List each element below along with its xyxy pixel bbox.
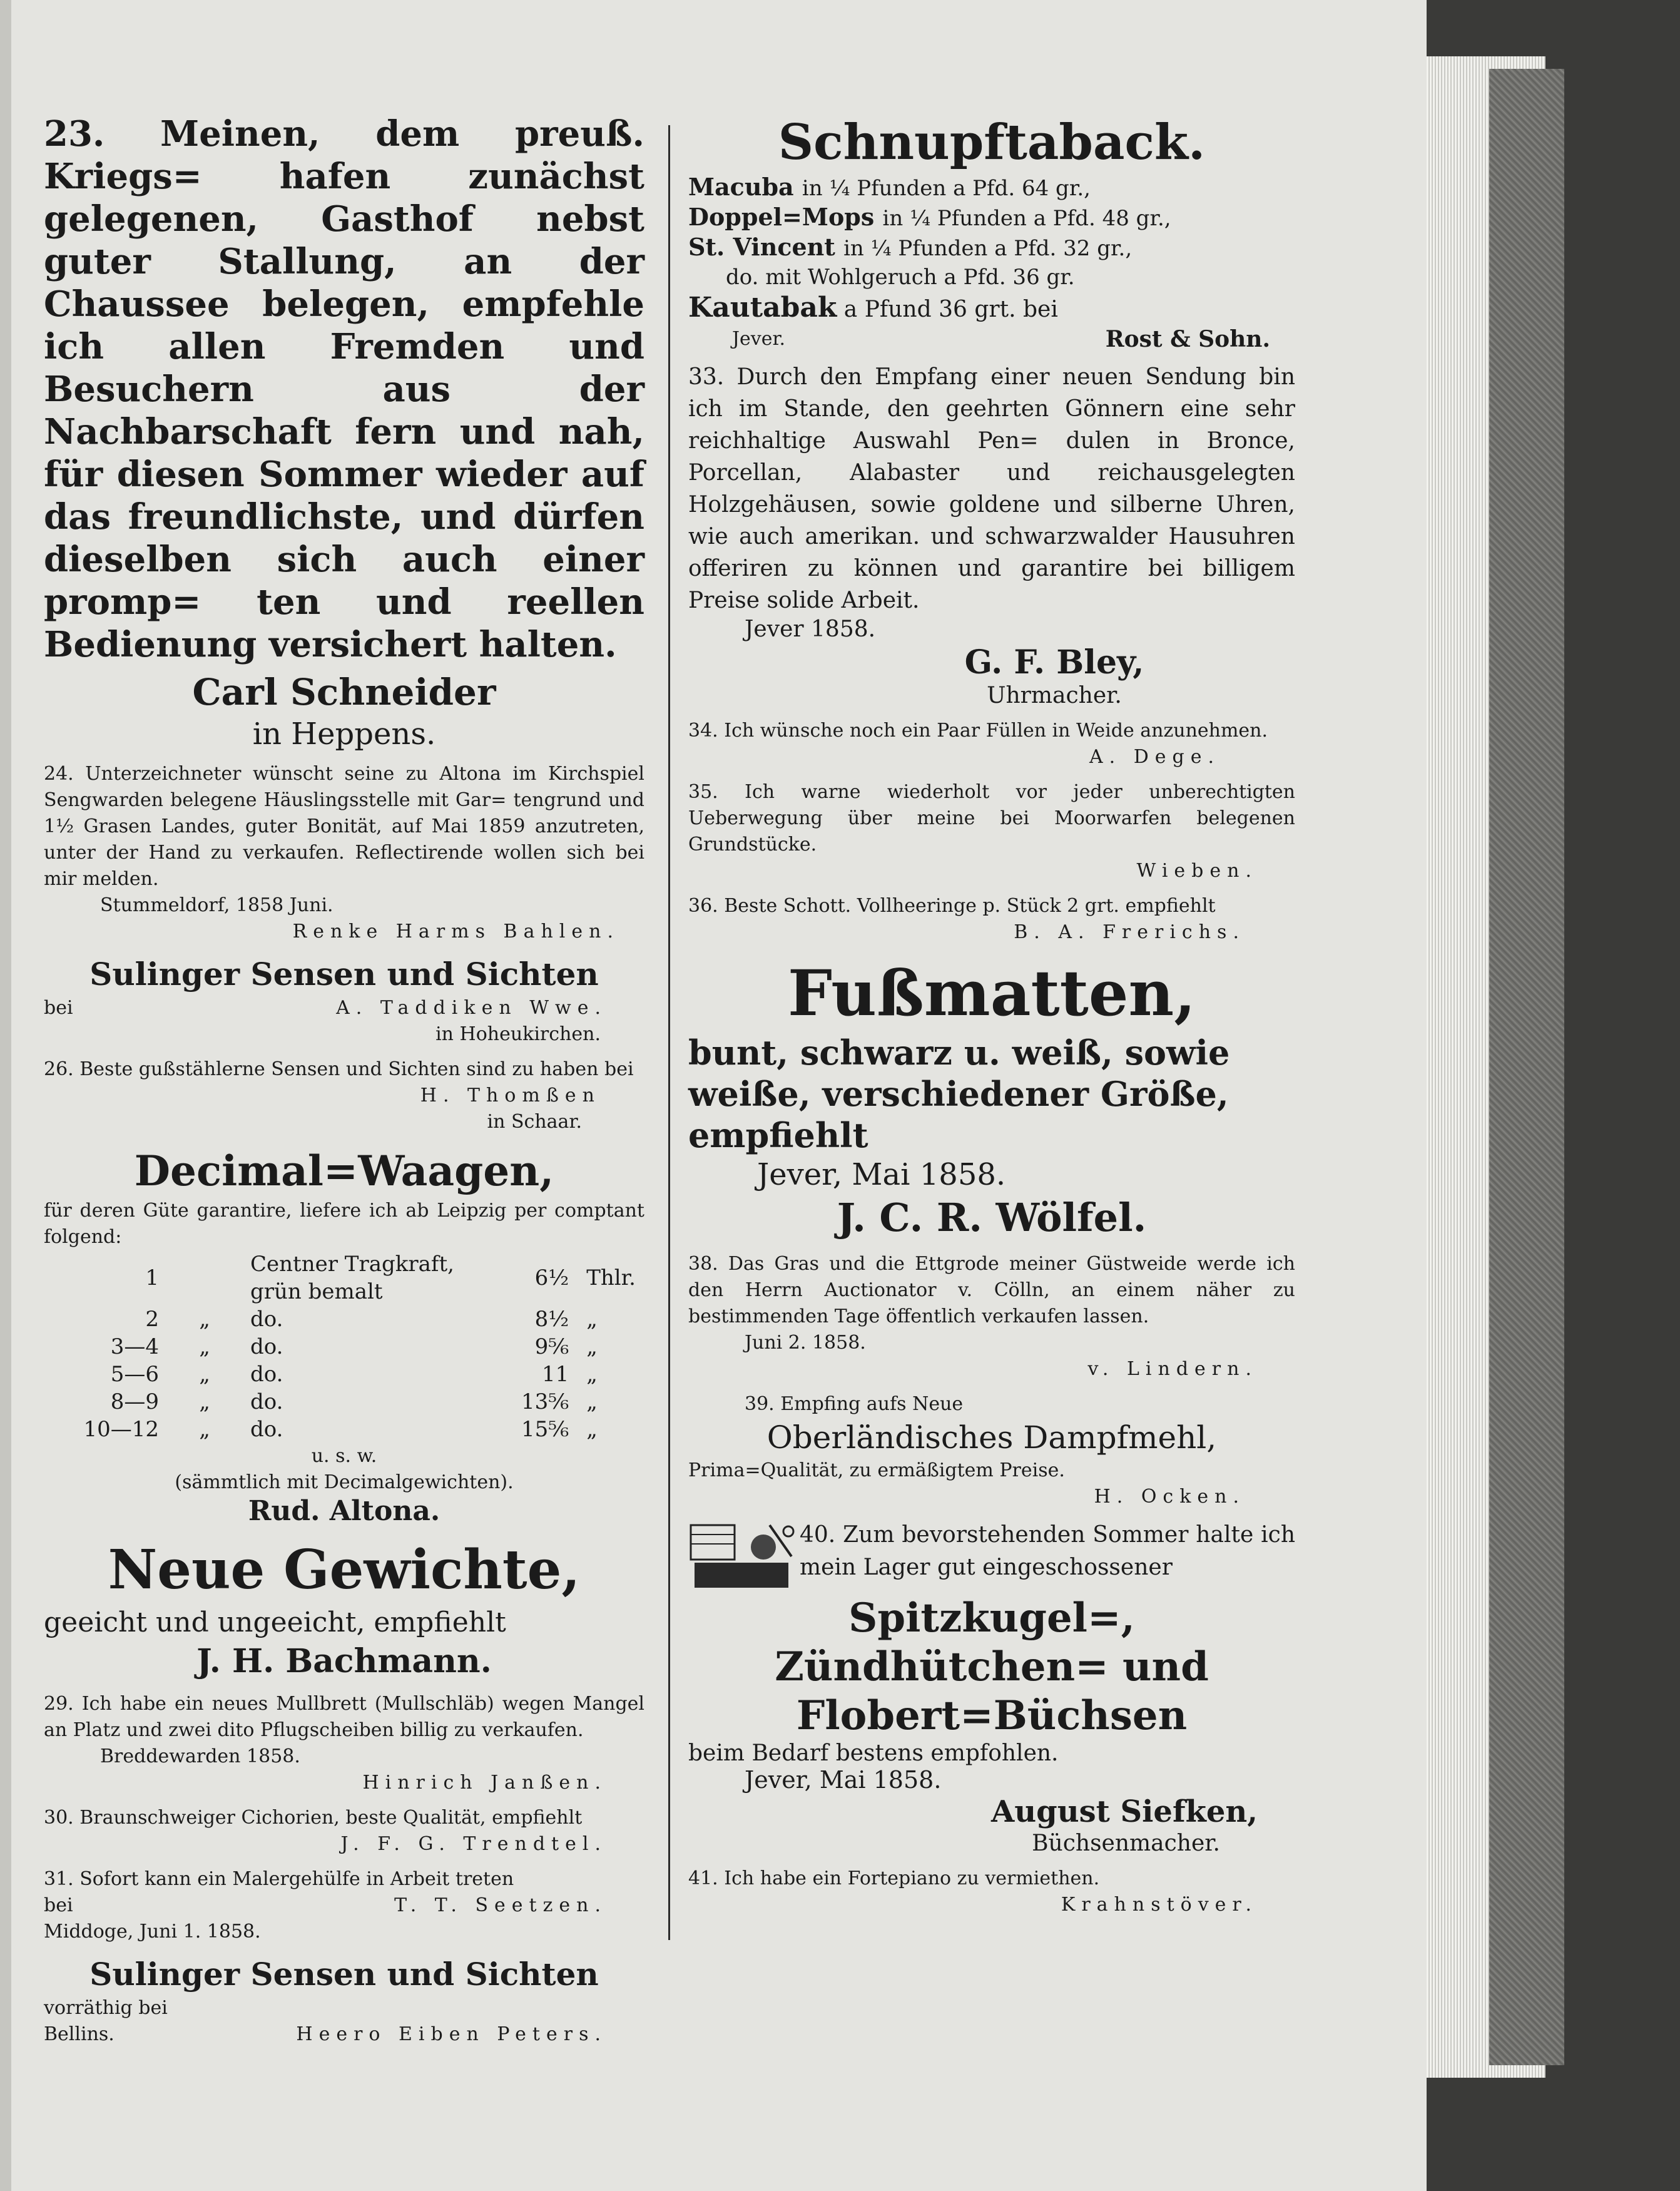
snuff-price: mit Wohlgeruch a Pfd. 36 gr. <box>765 265 1075 290</box>
ad-26-text: 26. Beste gußstählerne Sensen und Sichten sind zu haben bei <box>44 1058 634 1080</box>
ad-32-text: vorräthig bei <box>44 1997 168 2019</box>
ad-37-place-date: Jever, Mai 1858. <box>757 1157 1006 1192</box>
price-cell-ditto <box>168 1250 242 1305</box>
ad-25-bei: bei <box>44 997 73 1019</box>
ad-40-text2: beim Bedarf bestens empfohlen. <box>688 1740 1059 1766</box>
ad-23-name: Carl Schneider <box>192 671 496 713</box>
ad-24-text: 24. Unterzeichneter wünscht seine zu Altona im Kirchspiel Sengwarden belegene Häuslingsstelle mit Gar= tengrund und 1½ Grasen Landes, guter Bonität, auf Mai 1859 anzutreten, unter der Hand zu verkaufen. Reflectirende wollen sich bei mir melden. <box>44 763 644 890</box>
price-cell-unit: „ <box>586 1389 598 1414</box>
ad-33 <box>688 361 1295 709</box>
ad-33-place-date: Jever 1858. <box>745 616 876 642</box>
ad-snuff <box>688 113 1295 352</box>
ad-24-name: Renke Harms Bahlen. <box>292 921 619 942</box>
price-cell-qty: 3—4 <box>110 1334 159 1359</box>
price-row <box>69 1333 644 1361</box>
ad-41 <box>688 1866 1295 1918</box>
price-cell-unit: Thlr. <box>586 1265 636 1290</box>
kautabak-name: Kautabak <box>688 292 837 324</box>
ad-38-name: v. Lindern. <box>1087 1358 1258 1380</box>
column-divider <box>668 125 670 1940</box>
right-column <box>688 113 1295 1918</box>
price-cell-unit: „ <box>586 1417 598 1442</box>
ad-37-heading: Fußmatten, <box>787 956 1196 1030</box>
price-row <box>69 1388 644 1416</box>
ad-37-name: J. C. R. Wölfel. <box>837 1195 1147 1240</box>
price-cell-value: 13⅚ <box>521 1389 569 1414</box>
ad-37 <box>688 954 1295 1242</box>
price-cell-ditto: „ <box>199 1389 210 1414</box>
snuff-firm: Rost & Sohn. <box>1105 326 1270 352</box>
ad-29-place-date: Breddewarden 1858. <box>100 1745 300 1767</box>
price-cell-qty: 5—6 <box>110 1362 159 1387</box>
ad-35-name: Wieben. <box>1136 860 1258 882</box>
ad-32-heading: Sulinger Sensen und Sichten <box>89 1956 599 1993</box>
snuff-line <box>688 173 1295 203</box>
price-cell-desc: do. <box>250 1362 283 1387</box>
ad-27-etc: u. s. w. <box>311 1445 377 1467</box>
ad-33-name: G. F. Bley, <box>964 643 1144 682</box>
price-cell-ditto: „ <box>199 1362 210 1387</box>
ad-26-name: H. Thomßen <box>420 1085 601 1106</box>
ad-40-text: 40. Zum bevorstehenden Sommer halte ich mein Lager gut eingeschossener <box>800 1522 1295 1580</box>
ad-34 <box>688 718 1295 770</box>
price-table <box>69 1250 644 1443</box>
ad-32-name: Heero Eiben Peters. <box>296 2023 607 2045</box>
ad-40 <box>688 1519 1295 1857</box>
snuff-line <box>688 233 1295 263</box>
price-cell-desc: do. <box>250 1334 283 1359</box>
ad-34-text: 34. Ich wünsche noch ein Paar Füllen in Weide anzunehmen. <box>688 720 1268 742</box>
snuff-price: in ¼ Pfunden a Pfd. 48 gr., <box>882 206 1171 231</box>
ad-26-place: in Schaar. <box>487 1111 582 1133</box>
ad-34-name: A. Dege. <box>1089 746 1220 768</box>
price-cell-unit: „ <box>586 1362 598 1387</box>
ad-38 <box>688 1251 1295 1382</box>
snuff-heading: Schnupftaback. <box>778 114 1206 171</box>
ad-38-text: 38. Das Gras und die Ettgrode meiner Güstweide werde ich den Herrn Auctionator v. Cölln, an einem näher zu bestimmenden Tage öffentlich verkaufen lassen. <box>688 1253 1295 1327</box>
left-column <box>44 113 644 2048</box>
ad-23-place: in Heppens. <box>252 717 436 752</box>
price-cell-ditto: „ <box>199 1417 210 1442</box>
ad-36 <box>688 893 1295 946</box>
ad-29 <box>44 1691 644 1796</box>
ad-39-text: 39. Empfing aufs Neue <box>745 1393 964 1415</box>
price-cell-value: 8½ <box>534 1307 569 1332</box>
ad-40-place-date: Jever, Mai 1858. <box>745 1766 942 1794</box>
snuff-name: do. <box>726 265 766 290</box>
ad-32-place: Bellins. <box>44 2023 115 2045</box>
ad-37-text: bunt, schwarz u. weiß, sowie weiße, verschiedener Größe, empfiehlt <box>688 1033 1230 1155</box>
ad-27-text: für deren Güte garantire, liefere ich ab Leipzig per comptant folgend: <box>44 1200 644 1248</box>
ad-24 <box>44 761 644 945</box>
hunting-scene-icon <box>688 1519 795 1594</box>
ad-32 <box>44 1954 644 2048</box>
ad-28-name: J. H. Bachmann. <box>196 1642 492 1680</box>
ad-28-text: geeicht und ungeeicht, empfiehlt <box>44 1606 506 1638</box>
ad-35 <box>688 779 1295 884</box>
price-cell-qty: 8—9 <box>110 1389 159 1414</box>
ad-25 <box>44 954 644 1048</box>
ad-29-text: 29. Ich habe ein neues Mullbrett (Mullschläb) wegen Mangel an Platz und zwei dito Pflugscheiben billig zu verkaufen. <box>44 1693 644 1741</box>
ad-33-text: 33. Durch den Empfang einer neuen Sendung bin ich im Stande, den geehrten Gönnern eine sehr reichhaltige Auswahl Pen= dulen in Bronce, Porcellan, Alabaster und reichausgelegten Holzgehäusen, sowie goldene und silberne Uhren, wie auch amerikan. und schwarzwalder Hausuhren offeriren zu können und garantire bei billigem Preise solide Arbeit. <box>688 364 1295 613</box>
ad-27-name: Rud. Altona. <box>248 1495 440 1527</box>
price-cell-desc: do. <box>250 1307 283 1332</box>
ad-30-name: J. F. G. Trendtel. <box>340 1833 607 1855</box>
price-cell-desc: do. <box>250 1417 283 1442</box>
snuff-line <box>688 203 1295 233</box>
ad-39-heading: Oberländisches Dampfmehl, <box>766 1419 1217 1456</box>
ad-24-place-date: Stummeldorf, 1858 Juni. <box>100 894 333 916</box>
ad-39 <box>688 1391 1295 1510</box>
snuff-name: Macuba <box>688 173 802 201</box>
snuff-name: Doppel=Mops <box>688 203 883 231</box>
ad-41-name: Krahnstöver. <box>1061 1894 1258 1916</box>
ad-27 <box>44 1144 644 1527</box>
ad-39-text2: Prima=Qualität, zu ermäßigtem Preise. <box>688 1459 1065 1481</box>
kautabak-text: a Pfund 36 grt. bei <box>843 297 1058 322</box>
ad-25-heading: Sulinger Sensen und Sichten <box>89 956 599 993</box>
price-row <box>69 1416 644 1443</box>
price-cell-desc: Centner Tragkraft, grün bemalt <box>250 1252 454 1304</box>
ad-30 <box>44 1805 644 1857</box>
ad-28 <box>44 1536 644 1682</box>
ad-25-place: in Hoheukirchen. <box>435 1023 601 1045</box>
ad-38-date: Juni 2. 1858. <box>745 1332 866 1354</box>
ad-31-name: T. T. Seetzen. <box>394 1894 607 1916</box>
ad-36-name: B. A. Frerichs. <box>1014 921 1245 943</box>
ad-26 <box>44 1056 644 1135</box>
price-cell-desc: do. <box>250 1389 283 1414</box>
snuff-lines <box>688 173 1295 292</box>
price-row <box>69 1250 644 1305</box>
price-cell-unit: „ <box>586 1334 598 1359</box>
ad-29-name: Hinrich Janßen. <box>362 1772 607 1794</box>
price-cell-value: 15⅚ <box>521 1417 569 1442</box>
snuff-price: in ¼ Pfunden a Pfd. 32 gr., <box>843 236 1133 261</box>
ad-36-text: 36. Beste Schott. Vollheeringe p. Stück 2 grt. empfiehlt <box>688 895 1216 917</box>
ad-25-name: A. Taddiken Wwe. <box>336 997 607 1019</box>
price-cell-qty: 2 <box>145 1307 159 1332</box>
price-cell-value: 6½ <box>534 1265 569 1290</box>
page-gutter-shadow <box>0 0 11 2191</box>
price-cell-ditto: „ <box>199 1307 210 1332</box>
ad-40-heading: Spitzkugel=, Zündhütchen= und Flobert=Büchsen <box>775 1595 1209 1739</box>
snuff-name: St. Vincent <box>688 233 844 261</box>
ad-30-text: 30. Braunschweiger Cichorien, beste Qualität, empfiehlt <box>44 1807 583 1829</box>
price-cell-qty: 1 <box>145 1265 159 1290</box>
price-cell-value: 11 <box>541 1362 569 1387</box>
price-row <box>69 1305 644 1333</box>
ad-33-role: Uhrmacher. <box>987 683 1122 708</box>
ad-31-text: 31. Sofort kann ein Malergehülfe in Arbeit treten <box>44 1868 514 1890</box>
ad-41-text: 41. Ich habe ein Fortepiano zu vermiethen. <box>688 1867 1100 1889</box>
ad-23-text: 23. Meinen, dem preuß. Kriegs= hafen zunächst gelegenen, Gasthof nebst guter Stallung, an der Chaussee belegen, empfehle ich allen Fremden und Besuchern aus der Nachbarschaft fern und nah, für diesen Sommer wieder auf das freundlichste, und dürfen dieselben sich auch einer promp= ten und reellen Bedienung versichert halten. <box>44 113 644 665</box>
ad-27-note: (sämmtlich mit Decimalgewichten). <box>175 1471 514 1493</box>
ad-27-heading: Decimal=Waagen, <box>134 1147 554 1195</box>
ad-35-text: 35. Ich warne wiederholt vor jeder unberechtigten Ueberwegung über meine bei Moorwarfen belegenen Grundstücke. <box>688 781 1295 855</box>
snuff-price: in ¼ Pfunden a Pfd. 64 gr., <box>802 176 1091 201</box>
snuff-place: Jever. <box>732 328 786 350</box>
ad-23 <box>44 113 644 752</box>
ad-39-name: H. Ocken. <box>1094 1486 1245 1508</box>
price-cell-value: 9⅚ <box>534 1334 569 1359</box>
price-cell-ditto: „ <box>199 1334 210 1359</box>
ad-40-name: August Siefken, <box>991 1794 1258 1829</box>
price-cell-qty: 10—12 <box>83 1417 159 1442</box>
snuff-line <box>688 263 1295 292</box>
ad-31 <box>44 1866 644 1945</box>
ad-40-role: Büchsenmacher. <box>1032 1831 1220 1856</box>
price-row <box>69 1361 644 1388</box>
book-cover-edge <box>1489 69 1564 2065</box>
price-cell-unit: „ <box>586 1307 598 1332</box>
ad-31-bei: bei <box>44 1894 73 1916</box>
ad-31-place-date: Middoge, Juni 1. 1858. <box>44 1921 261 1943</box>
ad-28-heading: Neue Gewichte, <box>108 1538 581 1601</box>
